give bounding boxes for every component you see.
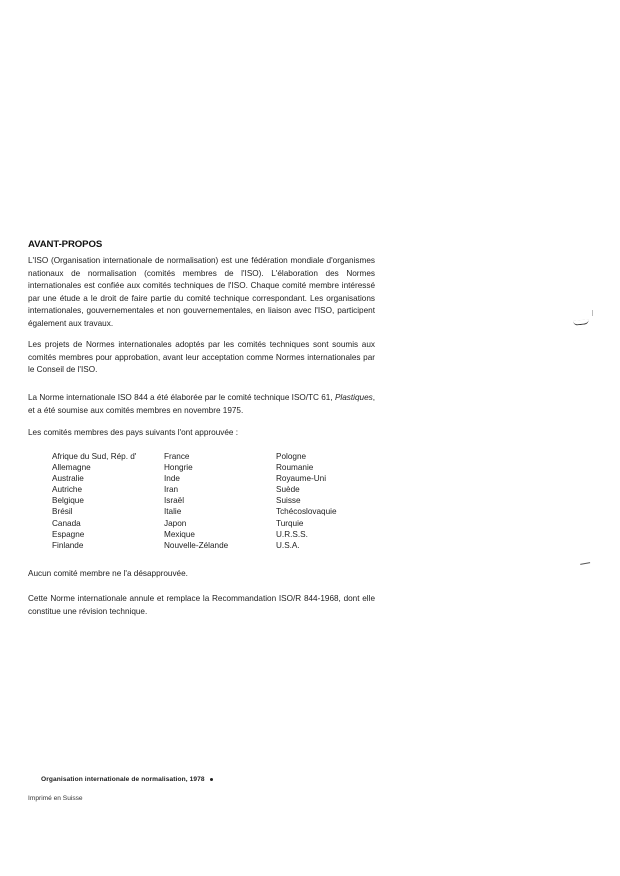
- copyright-text: Organisation internationale de normalisation, 1978: [41, 776, 205, 783]
- country-item: Pologne: [276, 452, 307, 461]
- country-item: Inde: [164, 474, 180, 484]
- approving-countries-list: [52, 451, 396, 551]
- country-item: Suisse: [276, 496, 301, 506]
- country-item: U.S.A.: [276, 540, 300, 550]
- country-item: Royaume-Uni: [276, 474, 327, 484]
- approval-intro: Les comités membres des pays suivants l'ont approuvée :: [28, 428, 238, 437]
- printed-in-line: Imprimé en Suisse: [28, 795, 83, 802]
- country-item: Hongrie: [164, 463, 193, 473]
- countries-column-1: [52, 451, 164, 551]
- foreword-heading: AVANT-PROPOS: [28, 239, 103, 250]
- country-item: Japon: [164, 518, 187, 528]
- country-item: Iran: [164, 485, 179, 495]
- copyright-line: [41, 776, 213, 783]
- iso-844-text-before: La Norme internationale ISO 844 a été élaborée par le comité technique ISO/TC 61,: [28, 393, 335, 402]
- country-item: Roumanie: [276, 463, 314, 473]
- paragraph-draft-standards: Les projets de Normes internationales adoptés par les comités techniques sont soumis aux comités membres pour approbation, avant leur acceptation comme Normes internationales par le Conseil de l'ISO.: [28, 340, 375, 374]
- country-item: Belgique: [52, 496, 84, 506]
- countries-column-3: [276, 451, 396, 551]
- country-item: Autriche: [52, 485, 83, 495]
- scan-mark-icon: [592, 310, 593, 316]
- iso-844-text-after: , et a été soumise aux comités membres en novembre 1975.: [28, 393, 375, 415]
- scan-mark-icon: [573, 319, 589, 326]
- replacement-statement: Cette Norme internationale annule et remplace la Recommandation ISO/R 844-1968, dont elle constitue une révision technique.: [28, 594, 375, 616]
- country-item: U.R.S.S.: [276, 529, 308, 539]
- disapproval-statement: Aucun comité membre ne l'a désapprouvée.: [28, 569, 188, 578]
- country-item: France: [164, 452, 190, 461]
- country-item: Tchécoslovaquie: [276, 507, 337, 517]
- country-item: Espagne: [52, 529, 85, 539]
- bullet-icon: [210, 778, 213, 781]
- country-item: Australie: [52, 474, 84, 484]
- country-item: Finlande: [52, 540, 84, 550]
- country-item: Brésil: [52, 507, 73, 517]
- country-item: Italie: [164, 507, 182, 517]
- country-item: Mexique: [164, 529, 195, 539]
- country-item: Turquie: [276, 518, 304, 528]
- country-item: Allemagne: [52, 463, 91, 473]
- paragraph-iso-844: [28, 392, 375, 417]
- country-item: Nouvelle-Zélande: [164, 540, 229, 550]
- committee-name-italic: Plastiques: [334, 393, 373, 402]
- scan-mark-icon: [580, 560, 590, 565]
- country-item: Israël: [164, 496, 185, 506]
- country-item: Afrique du Sud, Rép. d': [52, 452, 137, 461]
- country-item: Canada: [52, 518, 81, 528]
- paragraph-iso-intro: L'ISO (Organisation internationale de normalisation) est une fédération mondiale d'organismes nationaux de normalisation (comités membres de l'ISO). L'élaboration des Normes internationales est confiée aux comités techniques de l'ISO. Chaque comité membre intéressé par une étude a le droit de faire partie du comité technique correspondant. Les organisations internationales, gouvernementales et non gouvernementales, en liaison avec l'ISO, participent également aux travaux.: [28, 256, 375, 328]
- country-item: Suède: [276, 485, 300, 495]
- countries-column-2: [164, 451, 276, 551]
